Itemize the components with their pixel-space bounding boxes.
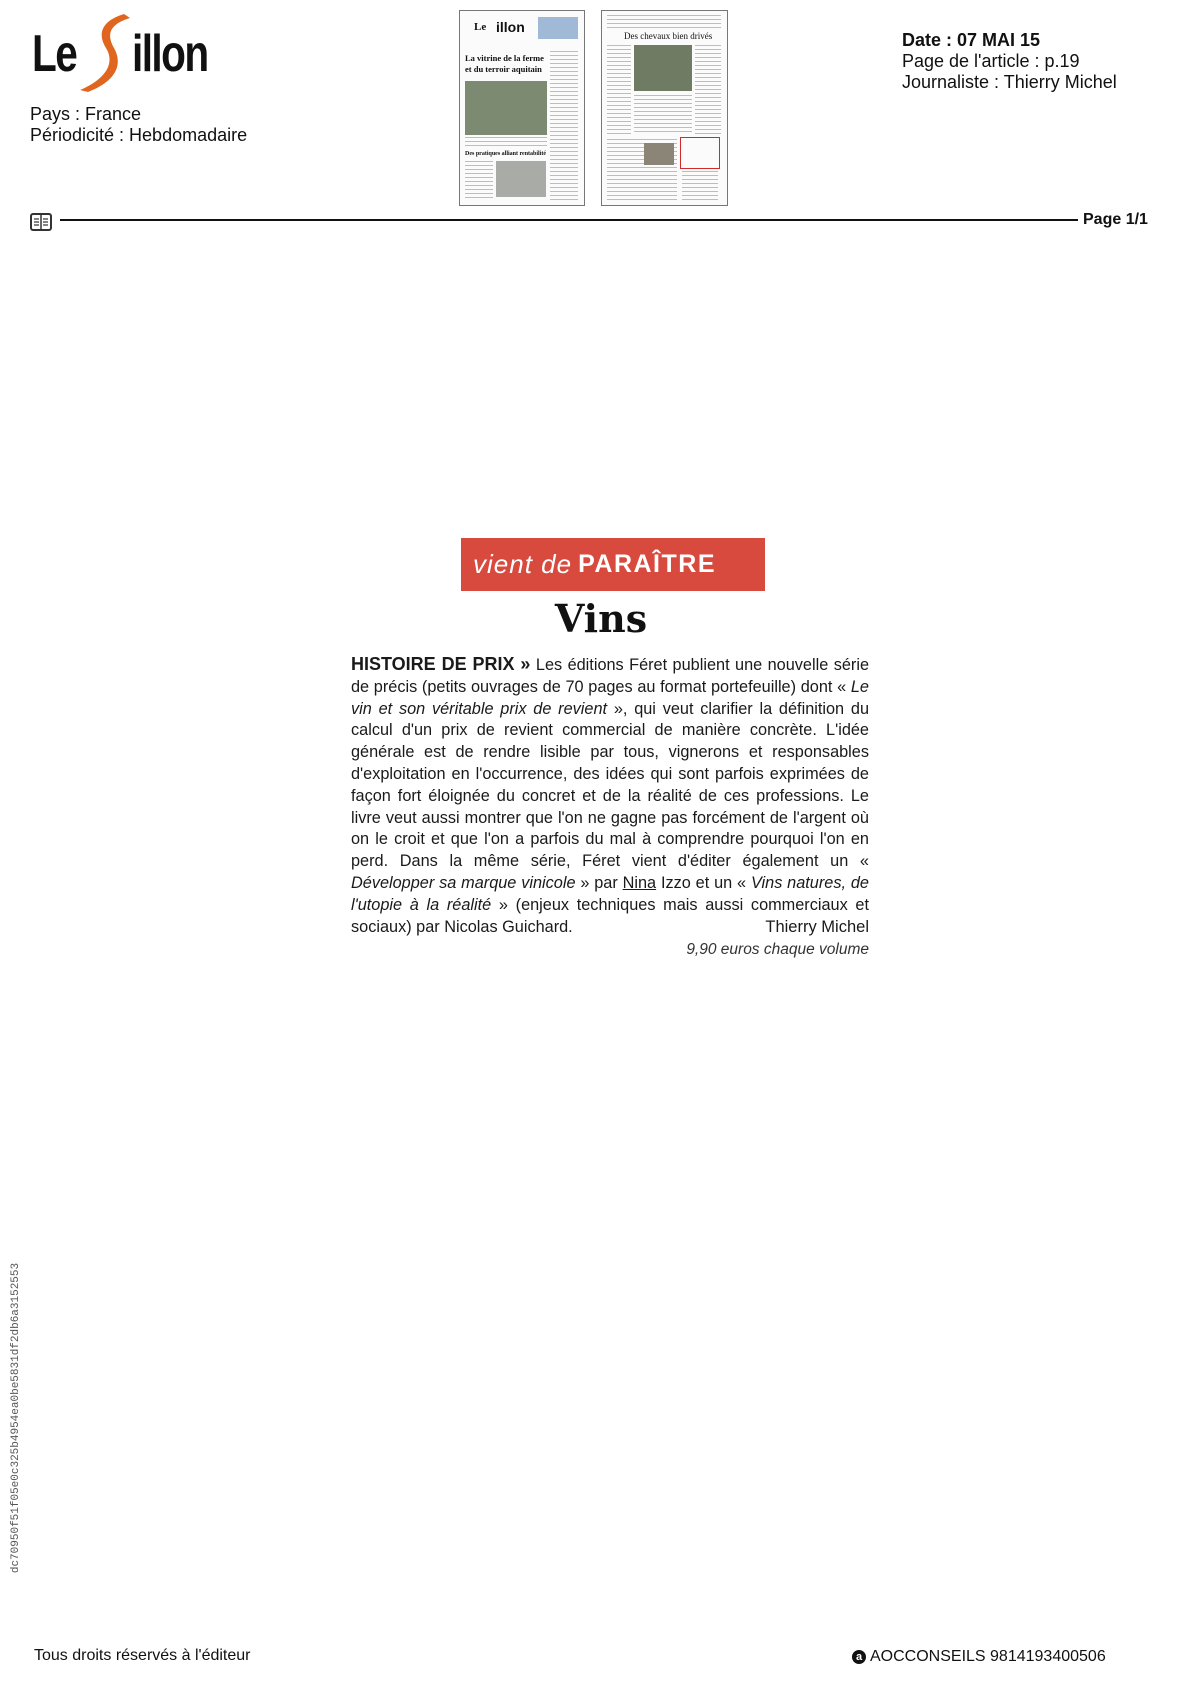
body-part-2: », qui veut clarifier la définition du calcul d'un prix de revient commercial de manière concrète. L'idée générale est de rendre lisible par tous, vignerons et responsables d'exploitation en l'occurrence, des idées qui sont parfois exprimées de façon fort éloignée du concret et de la réalité de ces professions. Le livre veut aussi montrer que l'on ne gagne pas forcément de l'argent où on le croit et que l'on a parfois du mal à comprendre pourquoi l'on en perd. Dans la même série, Féret vient d'éditer également un « — [351, 699, 869, 871]
section-banner — [461, 538, 765, 591]
thumb-column-text — [550, 51, 578, 201]
thumb-photo-2 — [496, 161, 546, 197]
newspaper-icon — [30, 212, 52, 232]
body-part-5: » (enjeux techniques mais aussi commerciaux et sociaux) par Nicolas Guichard. — [351, 895, 869, 936]
thumb-logo-illon: illon — [496, 19, 525, 35]
thumb-photo-horses — [634, 45, 692, 91]
article-title: Vins — [554, 596, 648, 641]
periodicity-label: Périodicité : Hebdomadaire — [30, 125, 248, 145]
thumb-headline-line2: et du terroir aquitain — [465, 64, 542, 74]
date-label: Date : 07 MAI 15 — [902, 30, 1041, 50]
logo-text-illon: illon — [132, 25, 208, 83]
journalist-label: Journaliste : Thierry Michel — [902, 72, 1117, 92]
thumb-photo-3 — [644, 143, 674, 165]
publication-logo — [30, 10, 210, 90]
article-lead: HISTOIRE DE PRIX » — [351, 654, 531, 674]
article-price: 9,90 euros chaque volume — [686, 941, 869, 958]
rights-notice: Tous droits réservés à l'éditeur — [34, 1647, 251, 1664]
article-page-thumbnail[interactable] — [601, 10, 728, 206]
thumb-highlight-box — [680, 137, 720, 169]
thumb-col-3 — [695, 45, 721, 135]
document-id-code: dc70950f51f05e0c325b4954ea0be5831df2db6a3152553 — [10, 1262, 22, 1574]
page-count: Page 1/1 — [1083, 211, 1148, 228]
thumb-banner-image — [538, 17, 578, 39]
country-label: Pays : France — [30, 104, 142, 124]
header-divider — [60, 219, 1078, 221]
thumb-col-1 — [607, 45, 631, 135]
article-body — [351, 654, 869, 938]
agency-label: AOCCONSEILS 9814193400506 — [870, 1648, 1106, 1665]
copyright-a-icon: a — [852, 1650, 866, 1664]
body-part-3: » par — [575, 873, 623, 892]
agency-reference — [852, 1648, 1106, 1666]
thumb-logo-le: Le — [474, 21, 487, 33]
book-title-1: Le vin et son véritable prix de revient — [351, 677, 869, 718]
article-page-label: Page de l'article : p.19 — [902, 51, 1080, 71]
author-name-underlined: Nina — [622, 873, 657, 892]
thumb-photo-cattle — [465, 81, 547, 135]
book-title-2: Développer sa marque vinicole — [351, 873, 576, 892]
thumb-col-4 — [682, 171, 718, 201]
thumb-article-headline: Des chevaux bien drivés — [624, 31, 713, 41]
front-page-thumbnail[interactable] — [459, 10, 585, 206]
article-author: Thierry Michel — [765, 918, 869, 936]
thumb-page-header — [607, 15, 721, 29]
thumb-subhead: Des pratiques alliant rentabilité — [465, 151, 547, 157]
thumb-text-block — [465, 161, 493, 199]
thumb-caption-lines — [465, 137, 547, 147]
banner-caps-text: PARAÎTRE — [578, 550, 717, 578]
body-part-1: Les éditions Féret publient une nouvelle série de précis (petits ouvrages de 70 pages au format portefeuille) dont « — [351, 656, 869, 696]
thumb-col-2 — [634, 95, 692, 135]
book-title-3: Vins natures, de l'utopie à la réalité — [351, 873, 869, 914]
body-part-4: Izzo et un « — [656, 873, 751, 892]
thumb-headline: La vitrine de la ferme — [465, 53, 544, 63]
logo-text-le: Le — [32, 25, 77, 83]
logo-swoosh-icon — [74, 10, 134, 94]
banner-italic-text: vient de — [473, 549, 573, 579]
